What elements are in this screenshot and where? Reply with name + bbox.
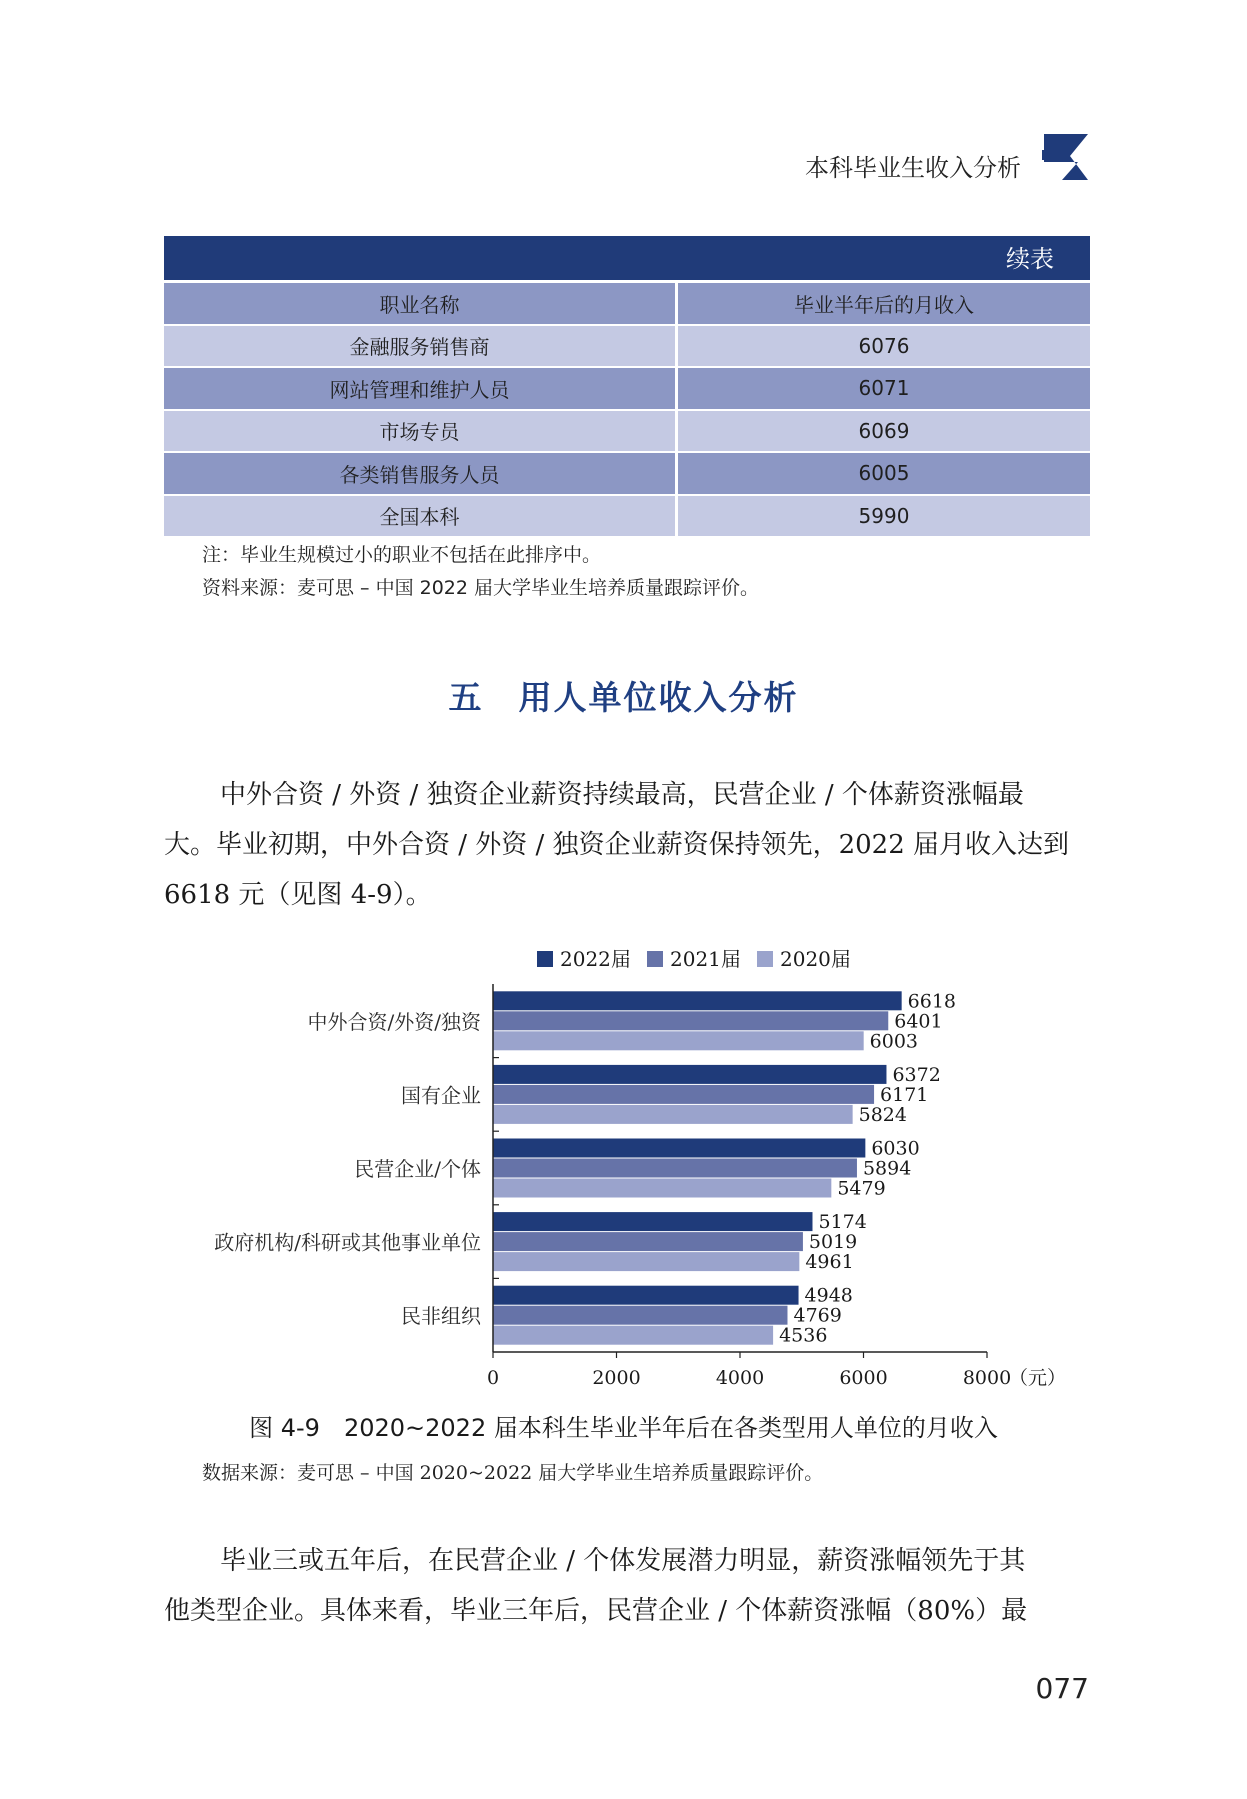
category-label: 民非组织 — [401, 1304, 481, 1329]
occupation-name: 网站管理和维护人员 — [164, 368, 678, 409]
occupation-name: 金融服务销售商 — [164, 326, 678, 367]
bar — [493, 1252, 799, 1271]
income-bar-chart — [0, 935, 1247, 1405]
x-tick-label: 2000 — [592, 1367, 641, 1389]
bar — [493, 1306, 787, 1325]
bar-value-label: 4536 — [779, 1324, 828, 1347]
bar-value-label: 5479 — [837, 1177, 886, 1200]
occupation-name: 市场专员 — [164, 411, 678, 452]
table-row — [164, 326, 1090, 369]
bar-value-label: 4769 — [793, 1304, 842, 1327]
income-value: 5990 — [858, 503, 910, 528]
income-value: 6069 — [858, 418, 910, 443]
bar — [493, 991, 902, 1010]
bar — [493, 1179, 831, 1198]
income-value: 6005 — [858, 461, 910, 486]
table-header-row — [164, 283, 1090, 326]
bar-value-label: 5019 — [808, 1231, 858, 1254]
bar-value-label: 6372 — [892, 1063, 941, 1086]
bar — [493, 1011, 888, 1030]
chapter-logo-icon — [1040, 132, 1096, 182]
x-tick-label: 4000 — [715, 1367, 765, 1389]
paragraph-line: 毕业三或五年后，在民营企业 / 个体发展潜力明显，薪资涨幅领先于其 — [220, 1546, 1026, 1576]
x-tick-label: 6000 — [839, 1367, 888, 1389]
table-row — [164, 453, 1090, 496]
bar-value-label: 5894 — [862, 1157, 912, 1180]
bar — [493, 1105, 853, 1124]
income-value: 6076 — [858, 333, 910, 358]
x-tick-label: 0 — [486, 1367, 500, 1389]
paragraph-line: 他类型企业。具体来看，毕业三年后，民营企业 / 个体薪资涨幅（80%）最 — [164, 1596, 1028, 1626]
category-label: 国有企业 — [401, 1083, 481, 1108]
bar — [493, 1326, 773, 1345]
category-label: 民营企业/个体 — [354, 1157, 481, 1181]
bar-value-label: 6003 — [869, 1030, 919, 1053]
paragraph-line: 大。毕业初期，中外合资 / 外资 / 独资企业薪资保持领先，2022 届月收入达到 — [164, 830, 1070, 860]
x-axis-unit: （元） — [1009, 1367, 1067, 1389]
page-number: 077 — [1035, 1672, 1089, 1705]
bar — [493, 1139, 865, 1158]
bar-value-label: 4961 — [805, 1251, 854, 1274]
bar — [493, 1159, 857, 1178]
legend-label-2: 2021届 — [670, 947, 741, 971]
figure-source: 数据来源：麦可思 – 中国 2020~2022 届大学毕业生培养质量跟踪评价。 — [202, 1462, 824, 1484]
figure-caption: 图 4-9 2020~2022 届本科生毕业半年后在各类型用人单位的月收入 — [249, 1414, 998, 1442]
x-tick-label: 8000 — [962, 1367, 1012, 1389]
legend-label-3: 2020届 — [780, 947, 851, 971]
table-note: 注：毕业生规模过小的职业不包括在此排序中。 — [202, 544, 602, 566]
bar-value-label: 5174 — [818, 1211, 867, 1234]
paragraph-line: 中外合资 / 外资 / 独资企业薪资持续最高，民营企业 / 个体薪资涨幅最 — [220, 780, 1024, 810]
table-row — [164, 368, 1090, 411]
bar-value-label: 6401 — [894, 1010, 943, 1033]
bar-value-label: 4948 — [804, 1284, 853, 1307]
chart-canvas — [0, 935, 1247, 1405]
bar — [493, 1065, 886, 1084]
bar — [493, 1232, 803, 1251]
legend-label-1: 2022届 — [560, 947, 631, 971]
table-row — [164, 496, 1090, 537]
bar-value-label: 6171 — [880, 1083, 929, 1106]
table-caption: 续表 — [164, 236, 1090, 283]
category-label: 中外合资/外资/独资 — [307, 1009, 481, 1034]
bar-value-label: 5824 — [858, 1103, 907, 1126]
column-header-income: 毕业半年后的月收入 — [794, 292, 974, 317]
occupation-name: 各类销售服务人员 — [164, 453, 678, 494]
legend-swatch-1 — [537, 951, 553, 967]
occupation-name: 全国本科 — [164, 496, 678, 537]
paragraph-line: 6618 元（见图 4-9）。 — [164, 880, 432, 910]
legend-swatch-3 — [757, 951, 773, 967]
occupation-income-table — [164, 236, 1090, 536]
bar — [493, 1212, 812, 1231]
column-header-occupation: 职业名称 — [164, 283, 678, 324]
table-source: 资料来源：麦可思 – 中国 2022 届大学毕业生培养质量跟踪评价。 — [202, 577, 760, 599]
bar — [493, 1031, 864, 1050]
table-row — [164, 411, 1090, 454]
bar — [493, 1286, 799, 1305]
running-head-title: 本科毕业生收入分析 — [805, 154, 1021, 182]
bar-value-label: 6618 — [907, 990, 957, 1013]
income-value: 6071 — [858, 376, 910, 401]
category-label: 政府机构/科研或其他事业单位 — [214, 1230, 481, 1255]
section-title: 五 用人单位收入分析 — [448, 678, 799, 717]
bar-value-label: 6030 — [871, 1137, 920, 1160]
bar — [493, 1085, 874, 1104]
legend-swatch-2 — [647, 951, 663, 967]
